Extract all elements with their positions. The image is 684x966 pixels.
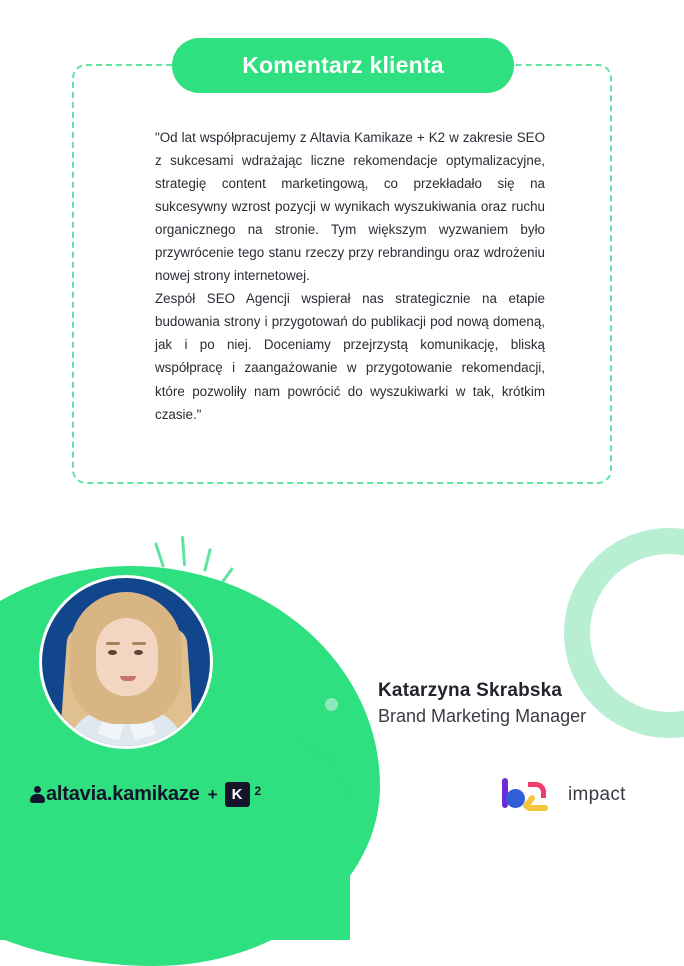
- header-pill: [172, 38, 514, 93]
- avatar-brow-right: [132, 642, 146, 645]
- brand-lockup-b2impact: [500, 778, 626, 812]
- person-name: Katarzyna Skrabska: [378, 680, 563, 701]
- background-green-corner: [0, 740, 350, 940]
- testimonial-text: [155, 126, 545, 426]
- bullet-dot-icon: [325, 698, 338, 711]
- sparkle-line-icon: [181, 536, 186, 566]
- sparkle-line-icon: [221, 567, 234, 583]
- person-silhouette-icon: [30, 786, 45, 803]
- testimonial-paragraph-2: Zespół SEO Agencji wspierał nas strategicznie na etapie budowania strony i przygotowań do publikacji pod nową domeną, jak i po niej. Doceniamy przejrzystą komunikację, bliską współpracę i zaangażowanie w przygotowanie rekomendacji, które pozwoliły nam powrócić do wyszukiwarki w tak, krótkim czasie.": [155, 291, 545, 422]
- brand-badge-k2: K: [225, 782, 250, 807]
- brand-name-altavia: altavia.kamikaze: [46, 783, 200, 805]
- person-info: [378, 680, 586, 727]
- b2impact-wordmark: impact: [568, 784, 626, 805]
- b2impact-logo-icon: [500, 778, 558, 812]
- avatar-mouth: [120, 676, 136, 681]
- avatar-face-shape: [96, 618, 158, 696]
- page-title: Komentarz klienta: [242, 52, 444, 78]
- testimonial-paragraph-1: "Od lat współpracujemy z Altavia Kamikaze + K2 w zakresie SEO z sukcesami wdrażając liczne rekomendacje optymalizacyjne, strategię content marketingową, co przekładało się na sukcesywny wzrost pozycji w wynikach wyszukiwania oraz ruchu organicznego na stronie. Tym większym wyzwaniem było przywrócenie tego stanu rzeczy przy rebrandingu oraz wdrożeniu nowej strony internetowej.: [155, 130, 545, 284]
- avatar-eye-left: [108, 650, 117, 655]
- brand-plus-sign: +: [207, 784, 218, 804]
- person-role: Brand Marketing Manager: [378, 706, 587, 726]
- avatar-portrait: [42, 578, 210, 746]
- avatar-eye-right: [134, 650, 143, 655]
- sparkle-line-icon: [203, 548, 212, 572]
- avatar-brow-left: [106, 642, 120, 645]
- brand-badge-superscript: 2: [254, 784, 262, 798]
- brand-lockup-altavia: [30, 782, 261, 807]
- avatar: [42, 578, 210, 746]
- sparkle-line-icon: [154, 542, 165, 568]
